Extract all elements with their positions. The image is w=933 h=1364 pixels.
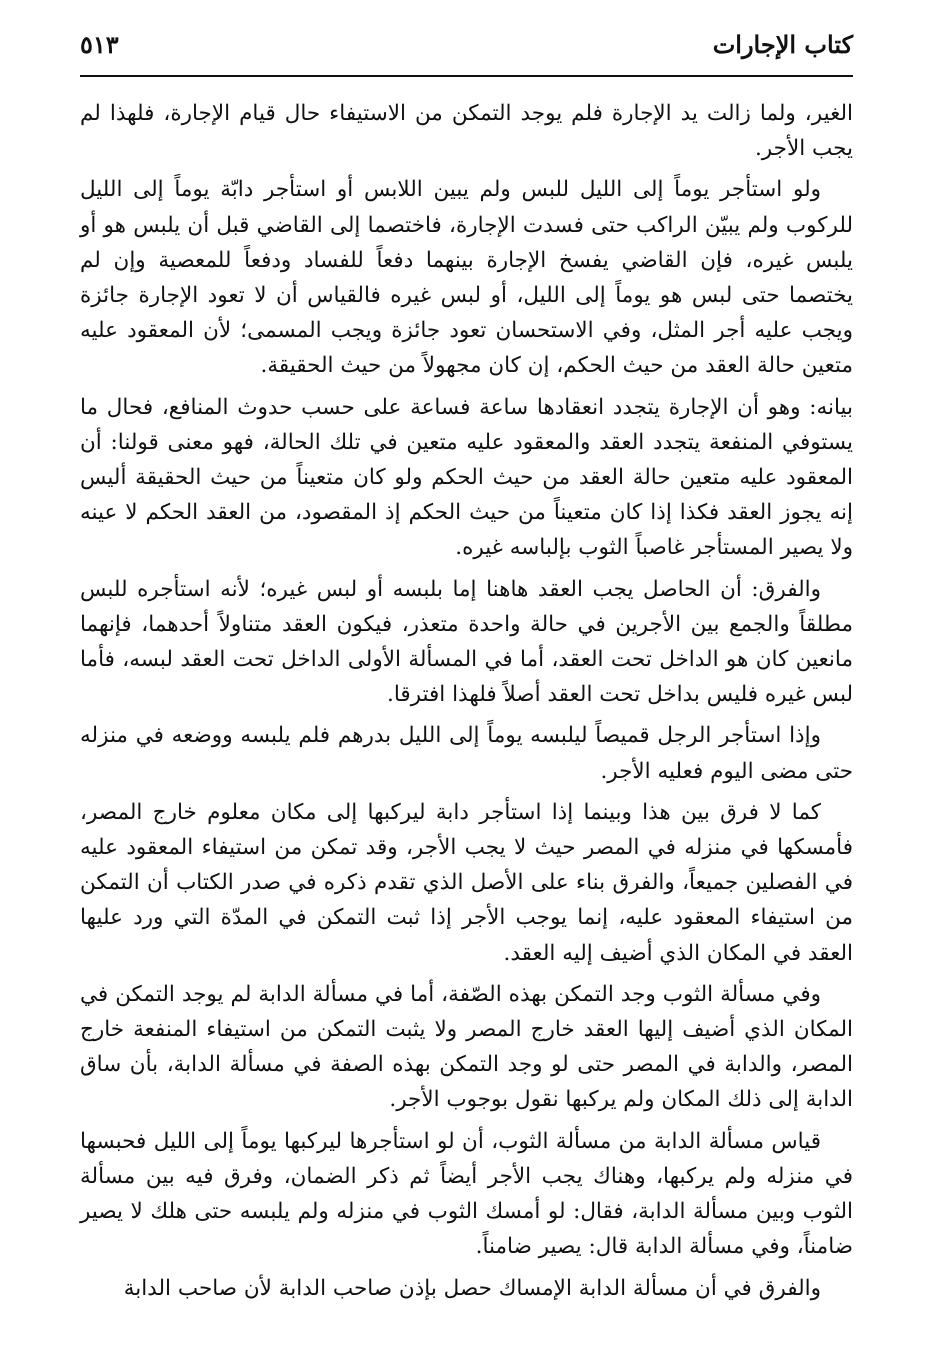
header-divider [80,75,853,77]
running-header [80,22,853,72]
paragraph-5: وإذا استأجر الرجل قميصاً ليلبسه يوماً إلى الليل بدرهم فلم يلبسه ووضعه في منزله حتى مضى اليوم فعليه الأجر. [80,723,853,784]
paragraph-8: قياس مسألة الدابة من مسألة الثوب، أن لو استأجرها ليركبها يوماً إلى الليل فحبسها في منزله ولم يركبها، وهناك يجب الأجر أيضاً ثم ذكر الضمان، وفرق فيه بين مسألة الثوب وبين مسألة الدابة، فقال: لو أمسك الثوب في منزله ولم يلبسه حتى هلك لا يصير ضامناً، وفي مسألة الدابة قال: يصير ضامناً. [80,1128,853,1260]
paragraph-9: والفرق في أن مسألة الدابة الإمساك حصل بإذن صاحب الدابة لأن صاحب الدابة [123,1275,821,1301]
paragraph-1: الغير، ولما زالت يد الإجارة فلم يوجد التمكن من الاستيفاء حال قيام الإجارة، فلهذا لم يجب الأجر. [80,101,853,162]
book-title: كتاب الإجارات [712,30,853,59]
page-body [80,96,853,1312]
paragraph-2: ولو استأجر يوماً إلى الليل للبس ولم يبين اللابس أو استأجر دابّة يوماً إلى الليل للركوب ولم يبيّن الراكب حتى فسدت الإجارة، فاختصما إلى القاضي قبل أن يلبس هو أو يلبس غيره، فإن القاضي يفسخ الإجارة بينهما دفعاً للفساد ودفعاً للمعصية وإن لم يختصما حتى لبس هو يوماً إلى الليل، أو لبس غيره فالقياس أن لا تعود الإجارة جائزة ويجب عليه أجر المثل، وفي الاستحسان تعود جائزة ويجب المسمى؛ لأن المعقود عليه متعين حالة العقد من حيث الحكم، إن كان مجهولاً من حيث الحقيقة. [80,177,853,379]
paragraph-4: والفرق: أن الحاصل يجب العقد هاهنا إما بلبسه أو لبس غيره؛ لأنه استأجره للبس مطلقاً والجمع بين الأجرين في حالة واحدة متعذر، فيكون العقد متناولاً أحدهما، فإنهما مانعين كان هو الداخل تحت العقد، أما في المسألة الأولى الداخل تحت العقد لبسه، فأما لبس غيره فليس بداخل تحت العقد أصلاً فلهذا افترقا. [80,576,853,708]
page-number: ٥١٣ [80,30,119,59]
paragraph-6: كما لا فرق بين هذا وبينما إذا استأجر دابة ليركبها إلى مكان معلوم خارج المصر، فأمسكها في منزله في المصر حيث لا يجب الأجر، وقد تمكن من استيفاء المعقود عليه في الفصلين جميعاً، والفرق بناء على الأصل الذي تقدم ذكره في صدر الكتاب أن التمكن من استيفاء المعقود عليه، إنما يوجب الأجر إذا ثبت التمكن في المدّة التي ورد عليها العقد في المكان الذي أضيف إليه العقد. [80,799,853,966]
paragraph-3: بيانه: وهو أن الإجارة يتجدد انعقادها ساعة فساعة على حسب حدوث المنافع، فحال ما يستوفي المنفعة يتجدد العقد والمعقود عليه متعين في تلك الحالة، فهو معنى قولنا: أن المعقود عليه متعين حالة العقد من حيث الحكم ولو كان متعيناً من حيث الحقيقة أليس إنه يجوز العقد فكذا إذا كان متعيناً من حيث الحكم إذ المقصود، من العقد الحكم لا عينه ولا يصير المستأجر غاصباً الثوب بإلباسه غيره. [80,394,853,561]
paragraph-7: وفي مسألة الثوب وجد التمكن بهذه الصّفة، أما في مسألة الدابة لم يوجد التمكن في المكان الذي أضيف إليها العقد خارج المصر ولا يثبت التمكن من استيفاء المنفعة خارج المصر، والدابة في المصر حتى لو وجد التمكن بهذه الصفة في مسألة الدابة، بأن ساق الدابة إلى ذلك المكان ولم يركبها نقول بوجوب الأجر. [80,981,853,1113]
